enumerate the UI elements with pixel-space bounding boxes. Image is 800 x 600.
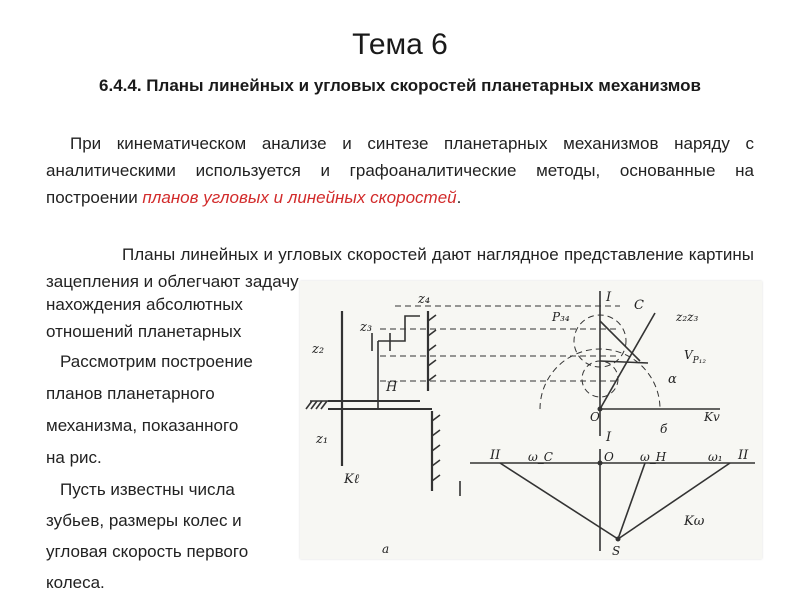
- mechanism-drawing: [300, 281, 762, 559]
- slide-title: Тема 6: [352, 28, 448, 61]
- ground-hatch: [306, 401, 327, 409]
- text-line: угловая скорость первого: [46, 542, 249, 561]
- label-a: а: [382, 542, 390, 556]
- label-wh: ω_H: [640, 450, 667, 464]
- gear-z3: [372, 333, 390, 351]
- label-b: б: [660, 422, 668, 436]
- highlighted-term: планов угловых и линейных скоростей: [142, 188, 457, 207]
- plans-text: Планы линейных и угловых скоростей дают наглядное представление картины зацепления и облегчают задачу: [46, 245, 754, 291]
- label-h: H: [386, 380, 398, 395]
- label-w1: ω₁: [708, 450, 723, 464]
- point-s: [616, 537, 621, 542]
- label-z4: z₄: [418, 292, 431, 307]
- text-line: Рассмотрим построение: [60, 352, 253, 371]
- label-p34: P₃₄: [552, 310, 570, 324]
- text-line: планов планетарного: [46, 384, 215, 403]
- label-alpha: α: [668, 372, 677, 387]
- text-line: механизма, показанного: [46, 416, 239, 435]
- label-z1: z₁: [316, 432, 329, 447]
- label-s: S: [612, 544, 621, 558]
- ray-w1: [618, 463, 730, 539]
- text-line: отношений планетарных: [46, 322, 242, 341]
- label-o-bottom: O: [604, 450, 614, 464]
- intro-end: .: [456, 188, 462, 207]
- text-line: нахождения абсолютных: [46, 295, 243, 314]
- label-kv: Kv: [704, 410, 720, 424]
- mechanism-figure: [300, 281, 762, 559]
- label-vp12: $V_{P_{12}}$: [684, 348, 706, 366]
- label-z2z3: z₂z₃: [676, 310, 699, 324]
- label-z3: z₃: [360, 320, 373, 335]
- paragraph-intro: [46, 130, 754, 211]
- label-kw: Kω: [684, 514, 705, 529]
- ring-hatch: [428, 315, 436, 381]
- label-o-top: O: [590, 410, 600, 424]
- label-ii-left: II: [490, 448, 501, 463]
- point-o-bottom: [598, 461, 603, 466]
- label-c: C: [634, 298, 644, 313]
- velocity-line: [600, 321, 640, 361]
- text-line: на рис.: [46, 448, 102, 467]
- intro-text: При кинематическом анализе и синтезе планетарных механизмов наряду с аналитическими используется и графоаналитические методы, основанные на построении: [46, 134, 754, 207]
- section-heading: 6.4.4. Планы линейных и угловых скоростей планетарных механизмов: [99, 76, 701, 95]
- ray-wh: [618, 463, 645, 539]
- label-ii-right: II: [738, 448, 749, 463]
- text-line: зубьев, размеры колес и: [46, 511, 242, 530]
- label-wc: ω_C: [528, 450, 553, 464]
- text-line: колеса.: [46, 573, 105, 592]
- label-i-top: I: [606, 290, 612, 305]
- label-i-mid: I: [606, 430, 612, 445]
- label-kl: Kℓ: [344, 472, 360, 487]
- support-hatch: [432, 415, 440, 481]
- label-z2: z₂: [312, 342, 325, 357]
- text-line: Пусть известны числа: [60, 480, 235, 499]
